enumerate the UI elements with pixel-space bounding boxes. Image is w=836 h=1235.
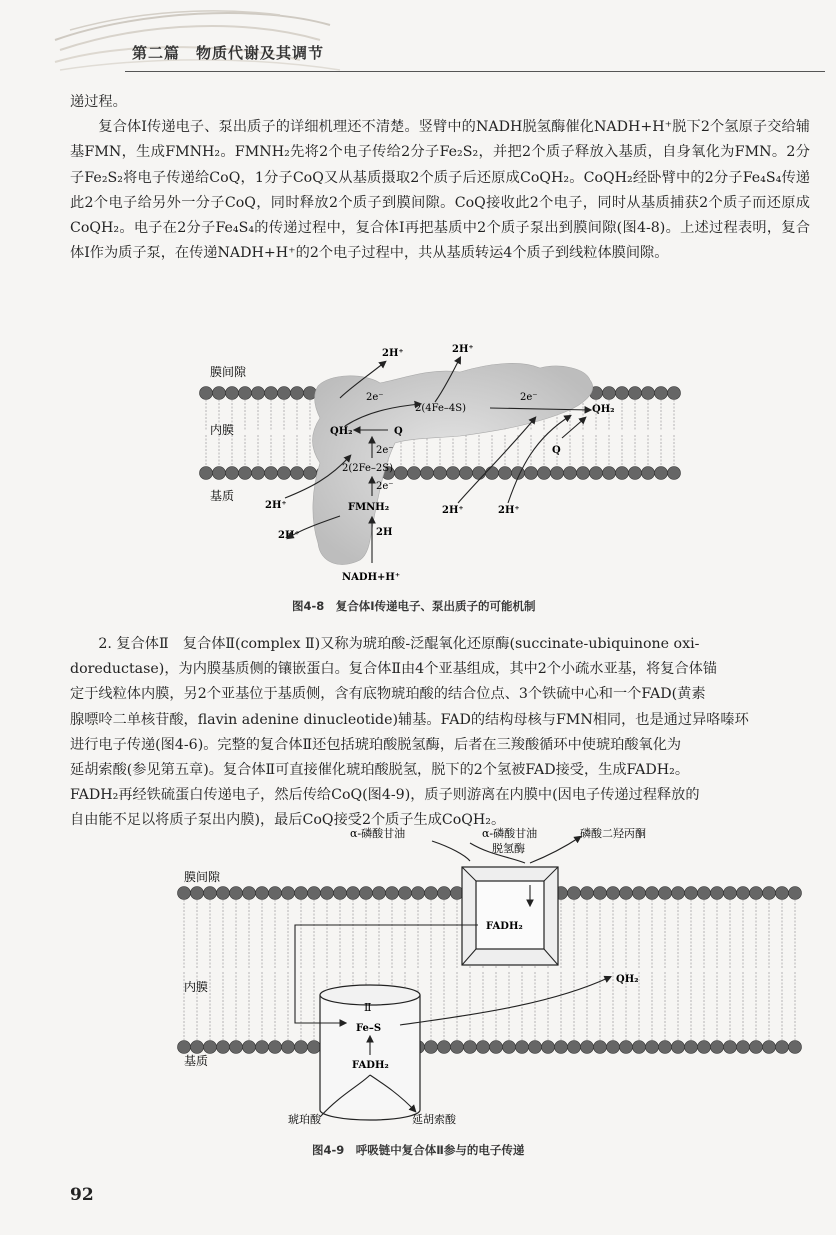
lipid-head (278, 467, 291, 480)
label-succinate: 琥珀酸 (288, 1113, 321, 1126)
lipid-head (451, 1041, 464, 1054)
lipid-head (178, 1041, 191, 1054)
figure-4-8-caption: 图4-8 复合体Ⅰ传递电子、泵出质子的可能机制 (292, 599, 536, 613)
lipid-head (239, 467, 252, 480)
lipid-head (486, 467, 499, 480)
lipid-head (616, 387, 629, 400)
lipid-head (737, 887, 750, 900)
lipid-head (659, 887, 672, 900)
lipid-head (551, 467, 564, 480)
lipid-head (594, 1041, 607, 1054)
lipid-head (555, 1041, 568, 1054)
lipid-head (789, 887, 802, 900)
lipid-head (642, 467, 655, 480)
label-qh2-right: QH₂ (592, 404, 615, 415)
label-g3pdh-1: α-磷酸甘油 (482, 827, 538, 840)
label-fmnh2: FMNH₂ (348, 502, 390, 513)
lipid-head (200, 467, 213, 480)
header-rule (125, 71, 825, 72)
lipid-head (789, 1041, 802, 1054)
lipid-head (672, 887, 685, 900)
lipid-head (217, 887, 230, 900)
lipid-head (308, 887, 321, 900)
lipid-head (633, 1041, 646, 1054)
lipid-head (490, 1041, 503, 1054)
lipid-head (347, 887, 360, 900)
lipid-head (642, 387, 655, 400)
lipid-head (603, 467, 616, 480)
lipid-head (629, 387, 642, 400)
lipid-head (191, 887, 204, 900)
lipid-head (581, 1041, 594, 1054)
lipid-head (529, 1041, 542, 1054)
lipid-head (265, 387, 278, 400)
lipid-head (620, 1041, 633, 1054)
label-2h-right: 2H⁺ (498, 505, 520, 516)
lipid-head (724, 1041, 737, 1054)
label-2h-left-low: 2H⁺ (278, 530, 300, 541)
paragraph-tail: 递过程。 (70, 94, 127, 110)
paragraph-complex2-line-6: FADH₂再经铁硫蛋白传递电子，然后传给CoQ(图4-9)，质子则游离在内膜中(因电子传递过程释放的 (70, 787, 700, 804)
lipid-head (200, 387, 213, 400)
lipid-head (204, 887, 217, 900)
lipid-head (239, 387, 252, 400)
lipid-head (321, 887, 334, 900)
lipid-head (607, 1041, 620, 1054)
lipid-head (568, 1041, 581, 1054)
lipid-head (334, 887, 347, 900)
lipid-head (464, 1041, 477, 1054)
label-2h-mid: 2H⁺ (442, 505, 464, 516)
lipid-head (763, 887, 776, 900)
lipid-head (577, 467, 590, 480)
lipid-head (438, 1041, 451, 1054)
page-number: 92 (70, 1185, 94, 1205)
lipid-head (204, 1041, 217, 1054)
lipid-head (412, 887, 425, 900)
lipid-head (685, 887, 698, 900)
lipid-head (646, 887, 659, 900)
label-2h-left: 2H⁺ (265, 500, 287, 511)
label-qh2-left: QH₂ (330, 426, 353, 437)
lipid-head (252, 387, 265, 400)
lipid-head (607, 887, 620, 900)
lipid-head (538, 467, 551, 480)
lipid-head (243, 887, 256, 900)
text-block-complex2 (70, 632, 810, 834)
text-block-top (70, 90, 810, 266)
label-2e-d: 2e⁻ (376, 481, 394, 492)
label-fadh2-bottom: FADH₂ (352, 1060, 389, 1071)
lipid-head (503, 1041, 516, 1054)
lipid-head (477, 1041, 490, 1054)
lipid-head (386, 887, 399, 900)
lipid-head (399, 887, 412, 900)
label-2e-c: 2e⁻ (376, 445, 394, 456)
lipid-head (568, 887, 581, 900)
lipid-head (213, 387, 226, 400)
lipid-head (425, 887, 438, 900)
lipid-head (295, 1041, 308, 1054)
lipid-head (217, 1041, 230, 1054)
lipid-head (776, 1041, 789, 1054)
lipid-head (646, 1041, 659, 1054)
label-inner-membrane-2: 内膜 (184, 980, 209, 994)
lipid-head (269, 1041, 282, 1054)
label-roman-two: Ⅱ (364, 1001, 372, 1014)
figure-4-9 (170, 825, 810, 1135)
lipid-head (525, 467, 538, 480)
lipid-head (698, 1041, 711, 1054)
lipid-head (655, 467, 668, 480)
lipid-head (304, 467, 317, 480)
lipid-head (425, 1041, 438, 1054)
lipid-head (373, 887, 386, 900)
label-2h-top-1: 2H⁺ (382, 348, 404, 359)
lipid-head (672, 1041, 685, 1054)
lipid-head (291, 467, 304, 480)
label-2h: 2H (376, 527, 393, 538)
lipid-head (763, 1041, 776, 1054)
lipid-head (434, 467, 447, 480)
lipid-head (698, 887, 711, 900)
lipid-head (685, 1041, 698, 1054)
lipid-head (750, 887, 763, 900)
label-2e-a: 2e⁻ (366, 392, 384, 403)
lipid-head (581, 887, 594, 900)
lipid-head (447, 467, 460, 480)
header-swirl-decoration (0, 0, 836, 76)
lipid-head (516, 1041, 529, 1054)
label-g3pdh-2: 脱氢酶 (492, 842, 525, 855)
lipid-head (226, 467, 239, 480)
lipid-head (655, 387, 668, 400)
lipid-head (620, 887, 633, 900)
lipid-head (564, 467, 577, 480)
label-g3p: α-磷酸甘油 (350, 827, 406, 840)
lipid-head (421, 467, 434, 480)
g3p-dehydrogenase-box (462, 867, 558, 965)
label-fe2s: 2(2Fe–2S) (342, 463, 394, 474)
lipid-head (360, 887, 373, 900)
lipid-head (252, 467, 265, 480)
lipid-head (594, 887, 607, 900)
lipid-head (603, 387, 616, 400)
label-nadh: NADH+H⁺ (342, 572, 401, 583)
lipid-head (438, 887, 451, 900)
lipid-head (499, 467, 512, 480)
lipid-head (711, 1041, 724, 1054)
lipid-head (668, 387, 681, 400)
lipid-head (590, 467, 603, 480)
label-matrix-2: 基质 (184, 1054, 209, 1068)
lipid-head (213, 467, 226, 480)
lipid-head (265, 467, 278, 480)
label-2h-top-2: 2H⁺ (452, 344, 474, 355)
label-fadh2-top: FADH₂ (486, 921, 523, 932)
lipid-head (291, 387, 304, 400)
lipid-head (629, 467, 642, 480)
lipid-head (659, 1041, 672, 1054)
lipid-head (256, 1041, 269, 1054)
label-inner-membrane: 内膜 (210, 423, 235, 437)
lipid-head (226, 387, 239, 400)
lipid-head (473, 467, 486, 480)
lipid-head (256, 887, 269, 900)
paragraph-complex2-line-0: 2. 复合体Ⅱ 复合体Ⅱ(complex Ⅱ)又称为琥珀酸-泛醌氧化还原酶(succinate-ubiquinone oxi- (98, 636, 700, 652)
lipid-head (230, 887, 243, 900)
page-header (0, 0, 836, 76)
lipid-head (633, 887, 646, 900)
lipid-head (282, 887, 295, 900)
figure-4-9-caption: 图4-9 呼吸链中复合体Ⅱ参与的电子传递 (312, 1143, 525, 1157)
section-title: 第二篇 物质代谢及其调节 (132, 44, 325, 62)
lipid-head (278, 387, 291, 400)
lipid-head (178, 887, 191, 900)
lipid-head (542, 1041, 555, 1054)
lipid-head (668, 467, 681, 480)
lipid-head (243, 1041, 256, 1054)
label-q-left: Q (394, 426, 403, 437)
paragraph-complex2-line-4: 进行电子传递(图4-6)。完整的复合体Ⅱ还包括琥珀酸脱氢酶，后者在三羧酸循环中使琥珀酸氧化为 (70, 736, 682, 753)
label-matrix: 基质 (210, 489, 235, 503)
label-fe4s: 2(4Fe–4S) (415, 403, 467, 414)
label-intermembrane: 膜间隙 (210, 365, 247, 379)
label-fumarate: 延胡索酸 (412, 1113, 456, 1126)
lipid-head (460, 467, 473, 480)
figure-4-8 (190, 338, 700, 588)
lipid-head (724, 887, 737, 900)
label-q-right: Q (552, 445, 561, 456)
lipid-head (616, 467, 629, 480)
label-qh2: QH₂ (616, 974, 639, 985)
paragraph-complex2-line-7: 自由能不足以将质子泵出内膜)，最后CoQ接受2个质子生成CoQH₂。 (70, 812, 506, 829)
lipid-head (776, 887, 789, 900)
paragraph-complex2-line-3: 腺嘌呤二单核苷酸，flavin adenine dinucleotide)辅基。FAD的结构母核与FMN相同，也是通过异咯嗪环 (70, 711, 749, 728)
lipid-head (230, 1041, 243, 1054)
lipid-head (308, 1041, 321, 1054)
label-dhap: 磷酸二羟丙酮 (580, 827, 646, 840)
lipid-head (711, 887, 724, 900)
label-fes: Fe–S (356, 1023, 382, 1034)
paragraph-complex1: 复合体Ⅰ传递电子、泵出质子的详细机理还不清楚。竖臂中的NADH脱氢酶催化NADH+H⁺脱下2个氢原子交给辅基FMN，生成FMNH₂。FMNH₂先将2个电子传给2分子Fe₂S₂，并把2个质子释放入基质，自身氧化为FMN。2分子Fe₂S₂将电子传递给CoQ，1分子CoQ又从基质摄取2个质子后还原成CoQH₂。CoQH₂经卧臂中的2分子Fe₄S₄传递此2个电子给另外一分子CoQ，同时释放2个质子到膜间隙。CoQ接收此2个电子，同时从基质捕获2个质子而还原成CoQH₂。电子在2分子Fe₄S₄的传递过程中，复合体Ⅰ再把基质中2个质子泵出到膜间隙(图4-8)。上述过程表明，复合体Ⅰ作为质子泵，在传递NADH+H⁺的2个电子过程中，共从基质转运4个质子到线粒体膜间隙。 (70, 119, 810, 262)
lipid-head (295, 887, 308, 900)
lipid-head (408, 467, 421, 480)
paragraph-complex2-line-2: 定于线粒体内膜，另2个亚基位于基质侧，含有底物琥珀酸的结合位点、3个铁硫中心和一个FAD(黄素 (70, 686, 706, 703)
paragraph-complex2-line-1: doreductase)，为内膜基质侧的镶嵌蛋白。复合体Ⅱ由4个亚基组成，其中2个小疏水亚基，将复合体锚 (70, 661, 717, 678)
lipid-head (737, 1041, 750, 1054)
lipid-head (395, 467, 408, 480)
lipid-head (750, 1041, 763, 1054)
lipid-head (269, 887, 282, 900)
lipid-head (282, 1041, 295, 1054)
paragraph-complex2-line-5: 延胡索酸(参见第五章)。复合体Ⅱ可直接催化琥珀酸脱氢，脱下的2个氢被FAD接受，生成FADH₂。 (70, 762, 690, 779)
label-2e-b: 2e⁻ (520, 392, 538, 403)
lipid-head (191, 1041, 204, 1054)
label-intermembrane-2: 膜间隙 (184, 870, 221, 884)
